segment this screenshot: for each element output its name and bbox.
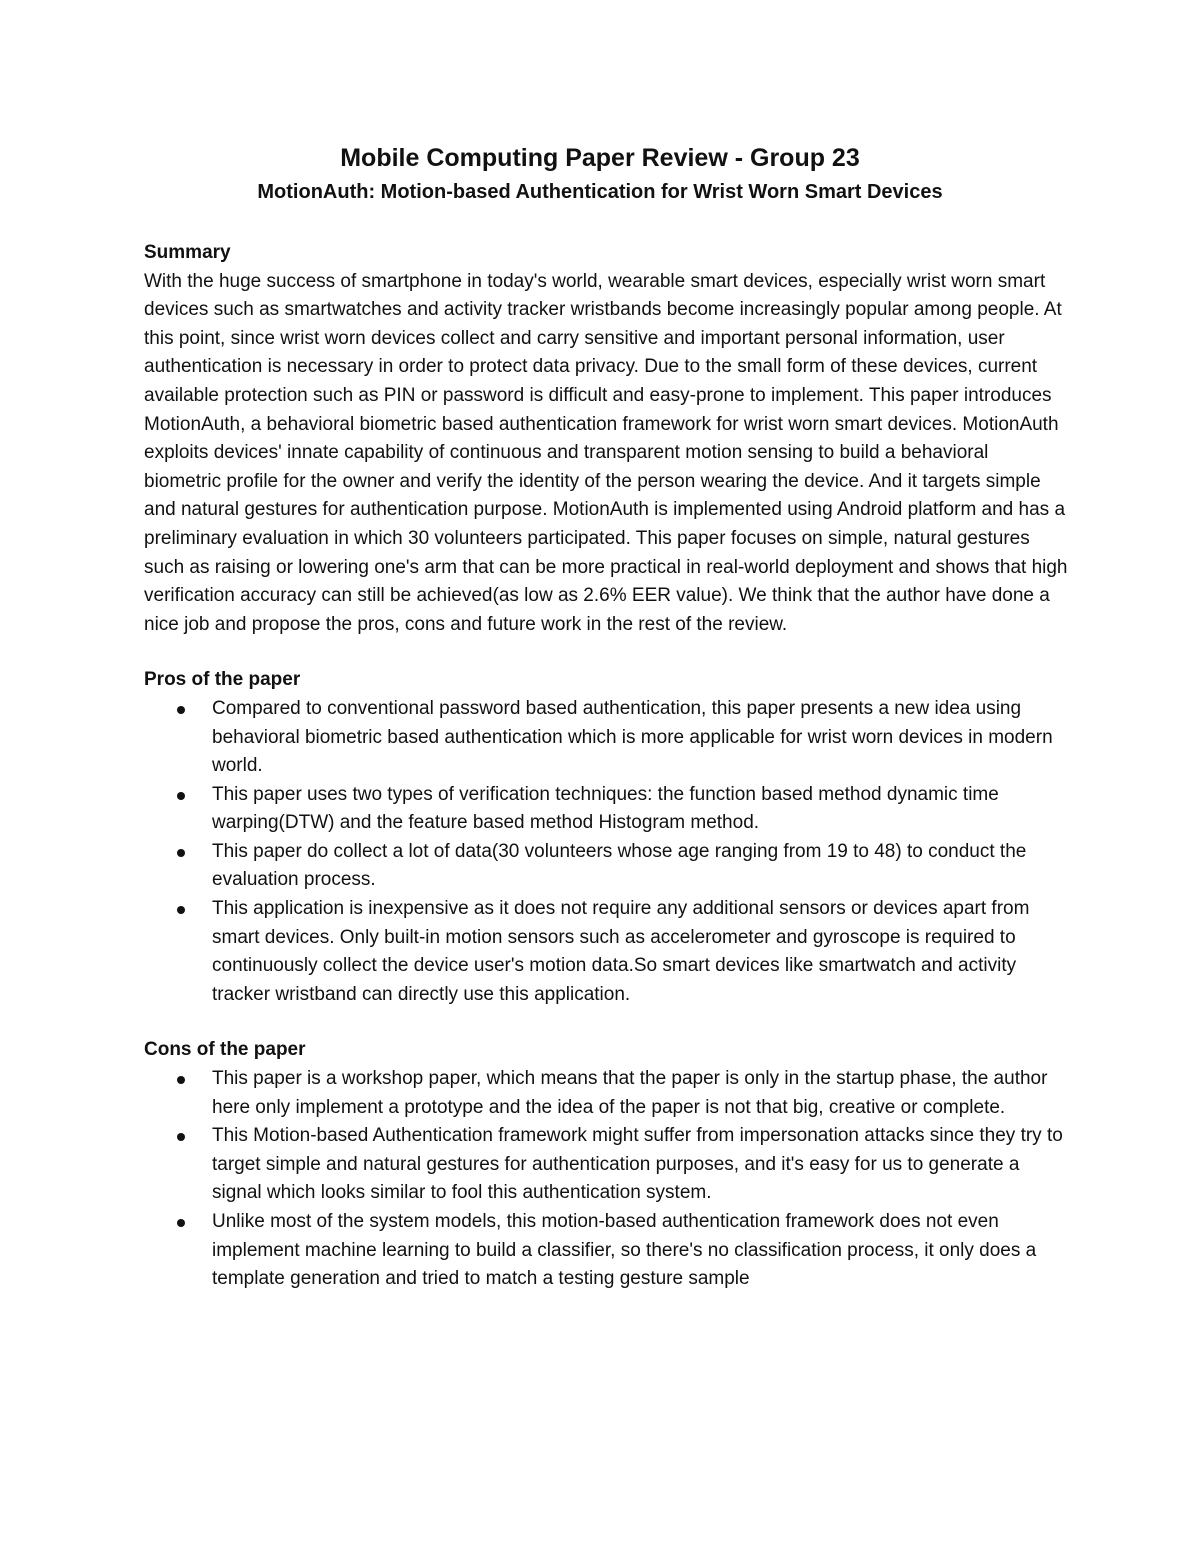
list-item	[144, 838, 1069, 895]
summary-heading: Summary	[144, 242, 231, 263]
bullet-icon	[177, 849, 185, 857]
list-item	[144, 895, 1069, 1009]
bullet-icon	[177, 906, 185, 914]
cons-heading: Cons of the paper	[144, 1039, 306, 1061]
summary-section	[144, 239, 1069, 639]
list-item-text: Compared to conventional password based authentication, this paper presents a new idea using behavioral biometric based authentication which is more applicable for wrist worn devices in modern world.	[212, 697, 1053, 777]
list-item	[144, 781, 1069, 838]
list-item	[144, 1065, 1069, 1122]
document-title: Mobile Computing Paper Review - Group 23	[340, 144, 860, 172]
bullet-icon	[177, 792, 185, 800]
bullet-icon	[177, 1133, 185, 1141]
list-item-text: Unlike most of the system models, this motion-based authentication framework does not even implement machine learning to build a classifier, so there's no classification process, it only does a template generation and tried to match a testing gesture sample	[212, 1211, 1037, 1290]
pros-heading: Pros of the paper	[144, 669, 301, 691]
list-item	[144, 1208, 1069, 1294]
bullet-icon	[177, 706, 185, 714]
pros-section	[144, 666, 1069, 1009]
document-body	[144, 239, 1069, 1294]
list-item-text: This paper is a workshop paper, which means that the paper is only in the startup phase, the author here only implement a prototype and the idea of the paper is not that big, creative or complete.	[212, 1068, 1048, 1118]
list-item-text: This application is inexpensive as it does not require any additional sensors or devices apart from smart devices. Only built-in motion sensors such as accelerometer and gyroscope is required to continuously collect the device user's motion data.So smart devices like smartwatch and activity tracker wristband can directly use this application.	[212, 898, 1030, 1005]
list-item	[144, 695, 1069, 781]
cons-section	[144, 1036, 1069, 1293]
pros-list	[144, 695, 1069, 1010]
list-item-text: This paper uses two types of verification techniques: the function based method dynamic time warping(DTW) and the feature based method Histogram method.	[212, 783, 999, 834]
bullet-icon	[177, 1076, 185, 1084]
document-subtitle: MotionAuth: Motion-based Authentication for Wrist Worn Smart Devices	[257, 181, 943, 203]
list-item-text: This paper do collect a lot of data(30 volunteers whose age ranging from 19 to 48) to conduct the evaluation process.	[212, 840, 1027, 891]
bullet-icon	[177, 1219, 185, 1227]
list-item	[144, 1122, 1069, 1208]
cons-list	[144, 1065, 1069, 1294]
summary-paragraph: With the huge success of smartphone in today's world, wearable smart devices, especially wrist worn smart devices such as smartwatches and activity tracker wristbands become increasingly popular among people. At this point, since wrist worn devices collect and carry sensitive and important personal information, user authentication is necessary in order to protect data privacy. Due to the small form of these devices, current available protection such as PIN or password is difficult and easy-prone to implement. This paper introduces MotionAuth, a behavioral biometric based authentication framework for wrist worn smart devices. MotionAuth exploits devices' innate capability of continuous and transparent motion sensing to build a behavioral biometric profile for the owner and verify the identity of the person wearing the device. And it targets simple and natural gestures for authentication purpose. MotionAuth is implemented using Android platform and has a preliminary evaluation in which 30 volunteers participated. This paper focuses on simple, natural gestures such as raising or lowering one's arm that can be more practical in real-world deployment and shows that high verification accuracy can still be achieved(as low as 2.6% EER value). We think that the author have done a nice job and propose the pros, cons and future work in the rest of the review.	[144, 270, 1068, 635]
list-item-text: This Motion-based Authentication framework might suffer from impersonation attacks since they try to target simple and natural gestures for authentication purposes, and it's easy for us to generate a signal which looks similar to fool this authentication system.	[212, 1125, 1063, 1204]
